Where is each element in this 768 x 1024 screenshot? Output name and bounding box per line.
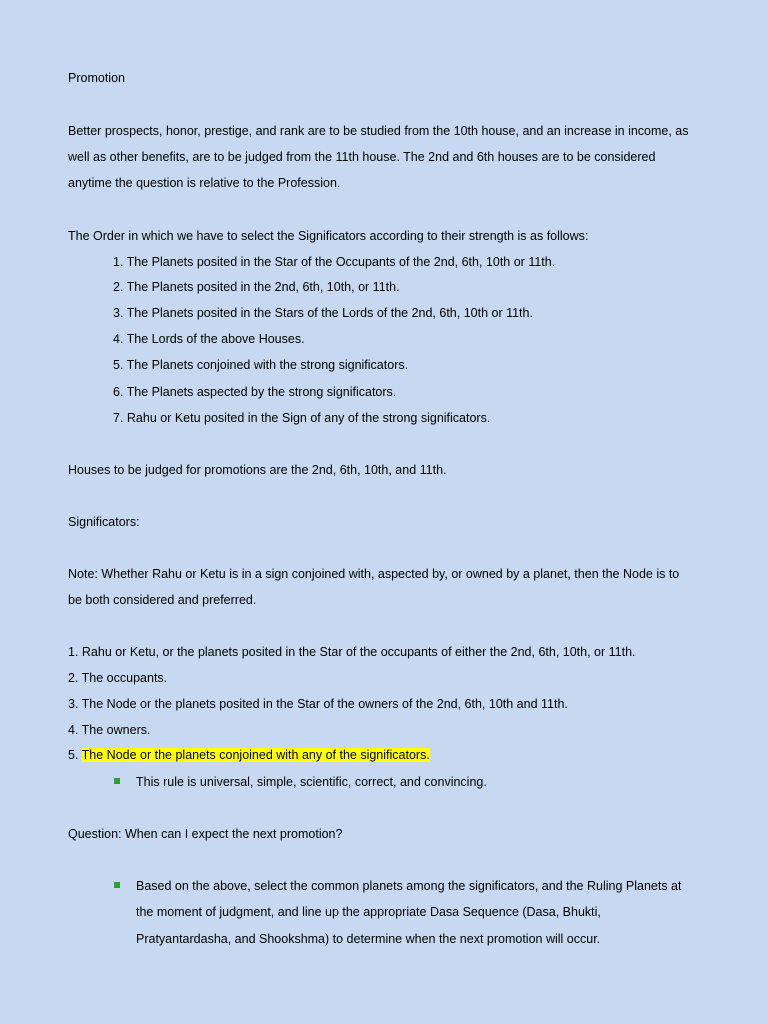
intro-line-2: well as other benefits, are to be judged from the 11th house. The 2nd and 6th houses are to be considered — [68, 150, 656, 164]
houses-line: Houses to be judged for promotions are the 2nd, 6th, 10th, and 11th. — [68, 463, 447, 477]
sig-item: 2. The occupants. — [68, 671, 168, 685]
highlighted-text: The Node or the planets conjoined with any of the significators. — [81, 748, 430, 762]
sig-item: 3. The Node or the planets posited in the Star of the owners of the 2nd, 6th, 10th and 11th. — [68, 697, 568, 711]
order-item: 2. The Planets posited in the 2nd, 6th, 10th, or 11th. — [113, 280, 400, 294]
intro-line-1: Better prospects, honor, prestige, and rank are to be studied from the 10th house, and an increase in income, as — [68, 124, 689, 138]
significators-heading: Significators: — [68, 515, 140, 529]
order-item: 5. The Planets conjoined with the strong significators. — [113, 358, 409, 372]
sig-item-5-prefix: 5. — [68, 748, 82, 762]
sig-item: 1. Rahu or Ketu, or the planets posited in the Star of the occupants of either the 2nd, 6th, 10th, or 11th. — [68, 645, 636, 659]
note-line-1: Note: Whether Rahu or Ketu is in a sign conjoined with, aspected by, or owned by a planet, then the Node is to — [68, 567, 680, 581]
answer-line-1: Based on the above, select the common planets among the significators, and the Ruling Planets at — [136, 879, 682, 893]
question-line: Question: When can I expect the next promotion? — [68, 827, 343, 841]
order-item: 6. The Planets aspected by the strong significators. — [113, 385, 397, 399]
doc-title: Promotion — [68, 71, 125, 85]
order-item: 1. The Planets posited in the Star of the Occupants of the 2nd, 6th, 10th or 11th. — [113, 255, 556, 269]
rule-bullet-text: This rule is universal, simple, scientific, correct, and convincing. — [136, 775, 487, 789]
answer-line-3: Pratyantardasha, and Shookshma) to determine when the next promotion will occur. — [136, 932, 601, 946]
square-bullet-icon — [114, 778, 120, 784]
square-bullet-icon — [114, 882, 120, 888]
note-line-2: be both considered and preferred. — [68, 593, 257, 607]
order-heading: The Order in which we have to select the Significators according to their strength is as follows: — [68, 229, 589, 243]
order-item: 3. The Planets posited in the Stars of the Lords of the 2nd, 6th, 10th or 11th. — [113, 306, 533, 320]
sig-item-5 — [68, 747, 430, 763]
order-item: 7. Rahu or Ketu posited in the Sign of any of the strong significators. — [113, 411, 491, 425]
sig-item: 4. The owners. — [68, 723, 151, 737]
answer-line-2: the moment of judgment, and line up the appropriate Dasa Sequence (Dasa, Bhukti, — [136, 905, 601, 919]
order-item: 4. The Lords of the above Houses. — [113, 332, 305, 346]
intro-line-3: anytime the question is relative to the Profession. — [68, 176, 341, 190]
